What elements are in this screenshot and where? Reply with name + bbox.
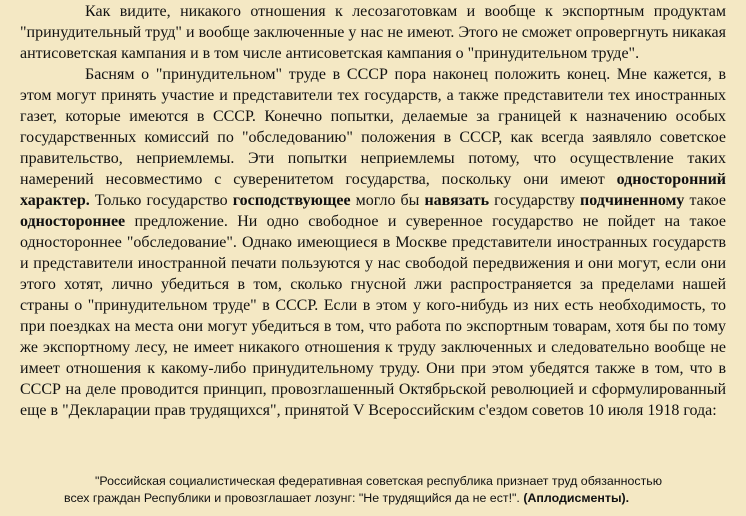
bold-word-impose: навязать: [424, 192, 490, 209]
paragraph-2-text: могло бы: [350, 192, 425, 209]
paragraph-1: [20, 1, 726, 64]
paragraph-2-text: предложение. Ни одно свободное и суверенное государство не пойдет на такое одностороннее "обследование". Однако имеющиеся в Москве представители иностранных государств и представители иностранной печати пользуются у нас свободой передвижения и они могут, если они этого хотят, лично убедиться в том, сколько гнусной лжи распространяется за пределами нашей страны о "принудительном труде" в СССР. Если в этом у кого-нибудь из них есть необходимость, то при поездках на места они могут убедиться в том, что работа по экспортным товарам, хотя бы по тому же экспортному лесу, не имеет никакого отношения к труду заключенных и следовательно вообще не имеет отношения к какому-либо принудительному труду. Они при этом убедятся также в том, что в СССР на деле проводится принцип, провозглашенный Октябрьской революцией и сформулированный еще в "Декларации прав трудящихся", принятой V Всероссийским с'ездом советов 10 июля 1918 года:: [20, 213, 726, 419]
bold-word-dominant: господствующее: [232, 192, 351, 209]
paragraph-2: [20, 64, 726, 421]
applause-note: (Аплодисменты).: [523, 491, 630, 505]
paragraph-2-text: Басням о "принудительном" труде в СССР пора наконец положить конец. Мне кажется, в этом могут принять участие и представители тех государств, а также представители тех иностранных газет, которые имеются в СССР. Конечно попытки, делаемые за границей к назначению особых государственных комиссий по "обследованию" положения в СССР, как всегда заявляло советское правительство, неприемлемы. Эти попытки неприемлемы потому, что осуществление таких намерений несовместимо с суверенитетом государства, поскольку они имеют: [20, 66, 726, 188]
bold-phrase-one-sided: односторонний характер.: [20, 171, 726, 209]
quote-line-1: "Российская социалистическая федеративная советская республика признает труд обязанностью: [95, 474, 663, 488]
paragraph-2-text: Только государство: [89, 192, 233, 209]
declaration-quote: [50, 473, 730, 507]
paragraph-2-text: такое: [684, 192, 727, 209]
quote-line-2-text: всех граждан Республики и провозглашает лозунг: "Не трудящийся да не ест!".: [64, 491, 520, 505]
quote-line-2: [50, 490, 730, 507]
bold-word-unilateral: одностороннее: [20, 213, 126, 230]
bold-word-subordinate: подчиненному: [579, 192, 685, 209]
paragraph-2-text: государству: [489, 192, 580, 209]
paragraph-1-text: Как видите, никакого отношения к лесозаготовкам и вообще к экспортным продуктам "принудительный труд" и вообще заключенные у нас не имеют. Этого не сможет опровергнуть никакая антисоветская кампания и в том числе антисоветская кампания о "принудительном труде".: [20, 3, 726, 62]
